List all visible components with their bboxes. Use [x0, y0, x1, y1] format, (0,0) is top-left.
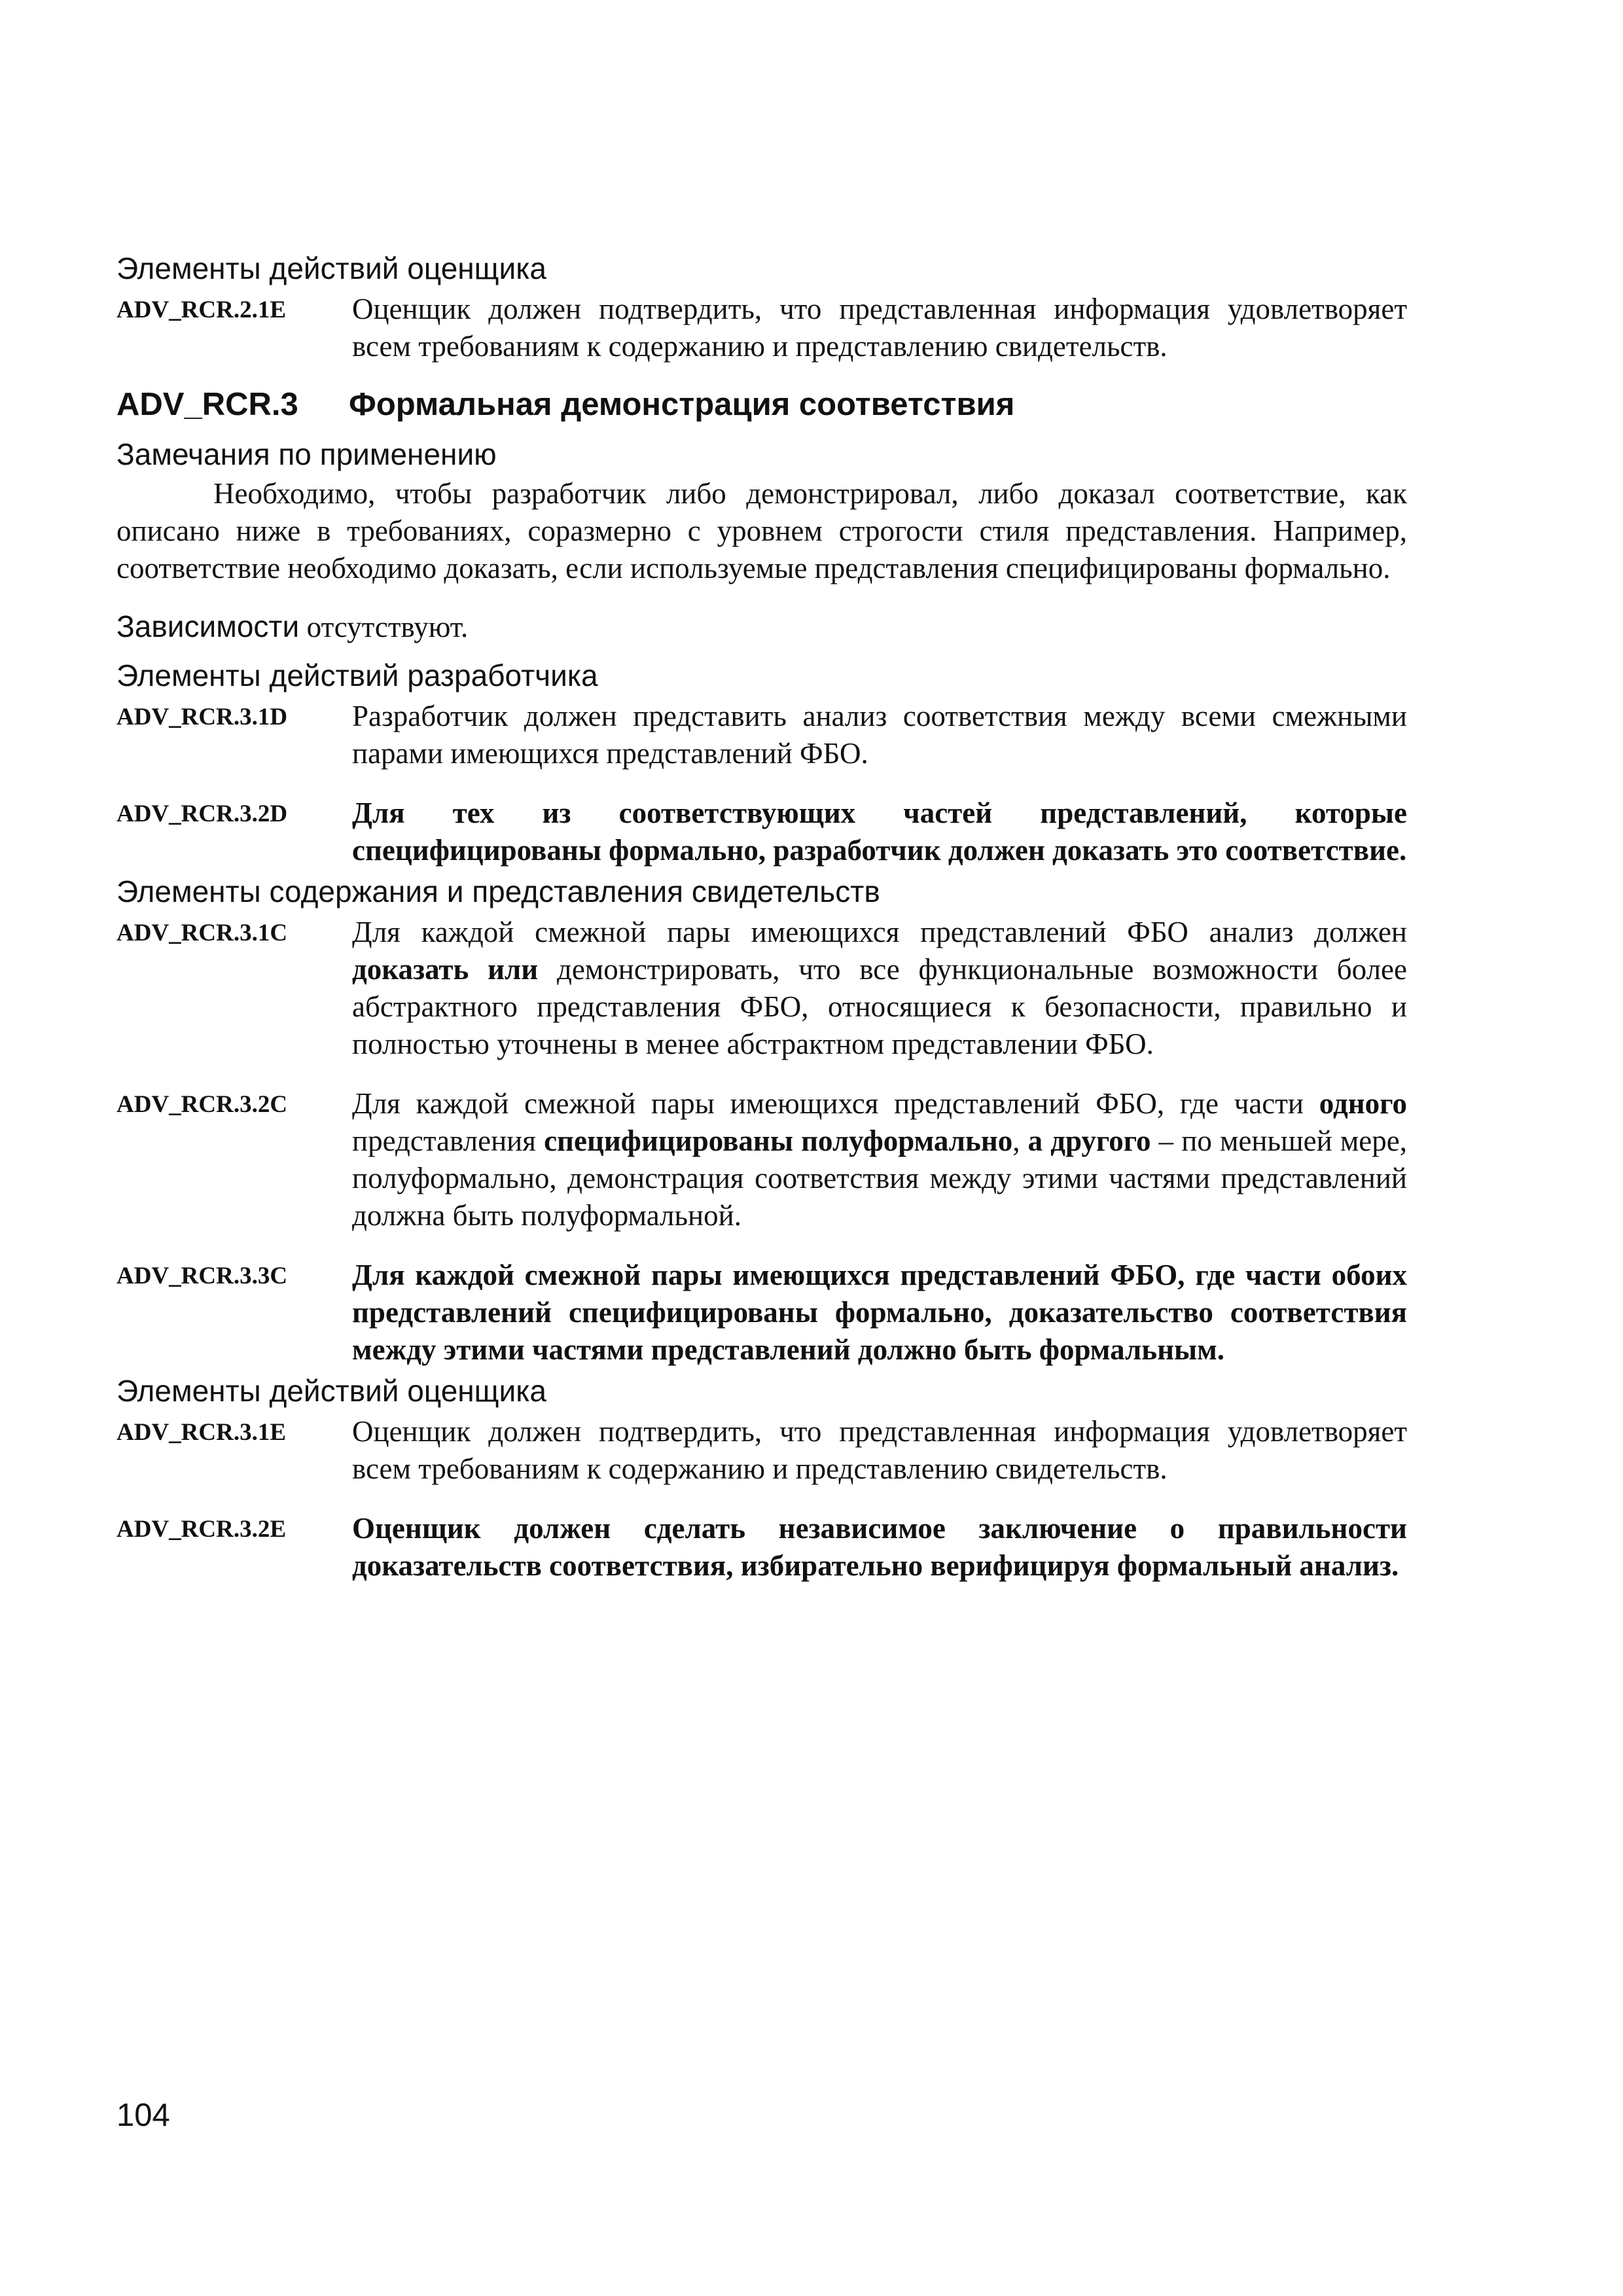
section-heading — [116, 384, 1407, 425]
element-code: ADV_RCR.3.1C — [116, 920, 288, 946]
document-page — [116, 249, 1407, 1585]
page-number: 104 — [116, 2098, 170, 2133]
element-text: Оценщик должен подтвердить, что представленная информация удовлетворяет всем требованиям к содержанию и представлению свидетельств. — [352, 1415, 1407, 1485]
element-adv-rcr-3-2c — [116, 1085, 1407, 1234]
dependencies-line — [116, 607, 1407, 647]
content-presentation-heading: Элементы содержания и представления свидетельств — [116, 874, 880, 908]
element-code: ADV_RCR.3.2E — [116, 1516, 286, 1543]
developer-actions-heading: Элементы действий разработчика — [116, 658, 598, 692]
element-text: Для тех из соответствующих частей представлений, которые специфицированы формально, разработчик должен доказать это соответствие. — [352, 797, 1407, 867]
element-code: ADV_RCR.3.2D — [116, 800, 288, 827]
element-text: Для каждой смежной пары имеющихся представлений ФБО анализ должен доказать или демонстрировать, что все функциональные возможности более абстрактного представления ФБО, относящиеся к безопасности, правильно и полностью уточнены в менее абстрактном представлении ФБО. — [352, 916, 1407, 1060]
element-adv-rcr-3-2d — [116, 795, 1407, 869]
element-code: ADV_RCR.3.1E — [116, 1419, 286, 1446]
evaluator-actions-heading-1: Элементы действий оценщика — [116, 251, 546, 285]
element-adv-rcr-3-2e — [116, 1510, 1407, 1585]
element-text: Оценщик должен сделать независимое заключение о правильности доказательств соответствия, избирательно верифицируя формальный анализ. — [352, 1512, 1407, 1582]
dependencies-label: Зависимости — [116, 609, 300, 643]
section-code: ADV_RCR.3 — [116, 387, 298, 422]
element-text: Для каждой смежной пары имеющихся представлений ФБО, где части обоих представлений специфицированы формально, доказательство соответствия между этими частями представлений должно быть формальным. — [352, 1259, 1407, 1366]
element-adv-rcr-3-3c — [116, 1257, 1407, 1369]
element-adv-rcr-3-1e — [116, 1413, 1407, 1488]
application-notes-heading: Замечания по применению — [116, 437, 497, 471]
element-code: ADV_RCR.2.1E — [116, 296, 286, 323]
dependencies-value: отсутствуют. — [306, 611, 469, 643]
element-adv-rcr-2-1e — [116, 291, 1407, 365]
application-notes-paragraph: Необходимо, чтобы разработчик либо демонстрировал, либо доказал соответствие, как описано ниже в требованиях, соразмерно с уровнем строгости стиля представления. Например, соответствие необходимо доказать, если используемые представления специфицированы формально. — [116, 477, 1407, 584]
element-text: Разработчик должен представить анализ соответствия между всеми смежными парами имеющихся представлений ФБО. — [352, 700, 1407, 770]
element-code: ADV_RCR.3.3C — [116, 1263, 288, 1289]
evaluator-actions-heading-2: Элементы действий оценщика — [116, 1374, 546, 1408]
element-adv-rcr-3-1d — [116, 698, 1407, 772]
section-title: Формальная демонстрация соответствия — [349, 387, 1015, 422]
element-code: ADV_RCR.3.1D — [116, 704, 288, 730]
element-text: Оценщик должен подтвердить, что представленная информация удовлетворяет всем требованиям к содержанию и представлению свидетельств. — [352, 293, 1407, 363]
element-text: Для каждой смежной пары имеющихся представлений ФБО, где части одного представления специфицированы полуформально, а другого – по меньшей мере, полуформально, демонстрация соответствия между этими частями представлений должна быть полуформальной. — [352, 1087, 1408, 1232]
element-adv-rcr-3-1c — [116, 914, 1407, 1063]
element-code: ADV_RCR.3.2C — [116, 1091, 288, 1118]
